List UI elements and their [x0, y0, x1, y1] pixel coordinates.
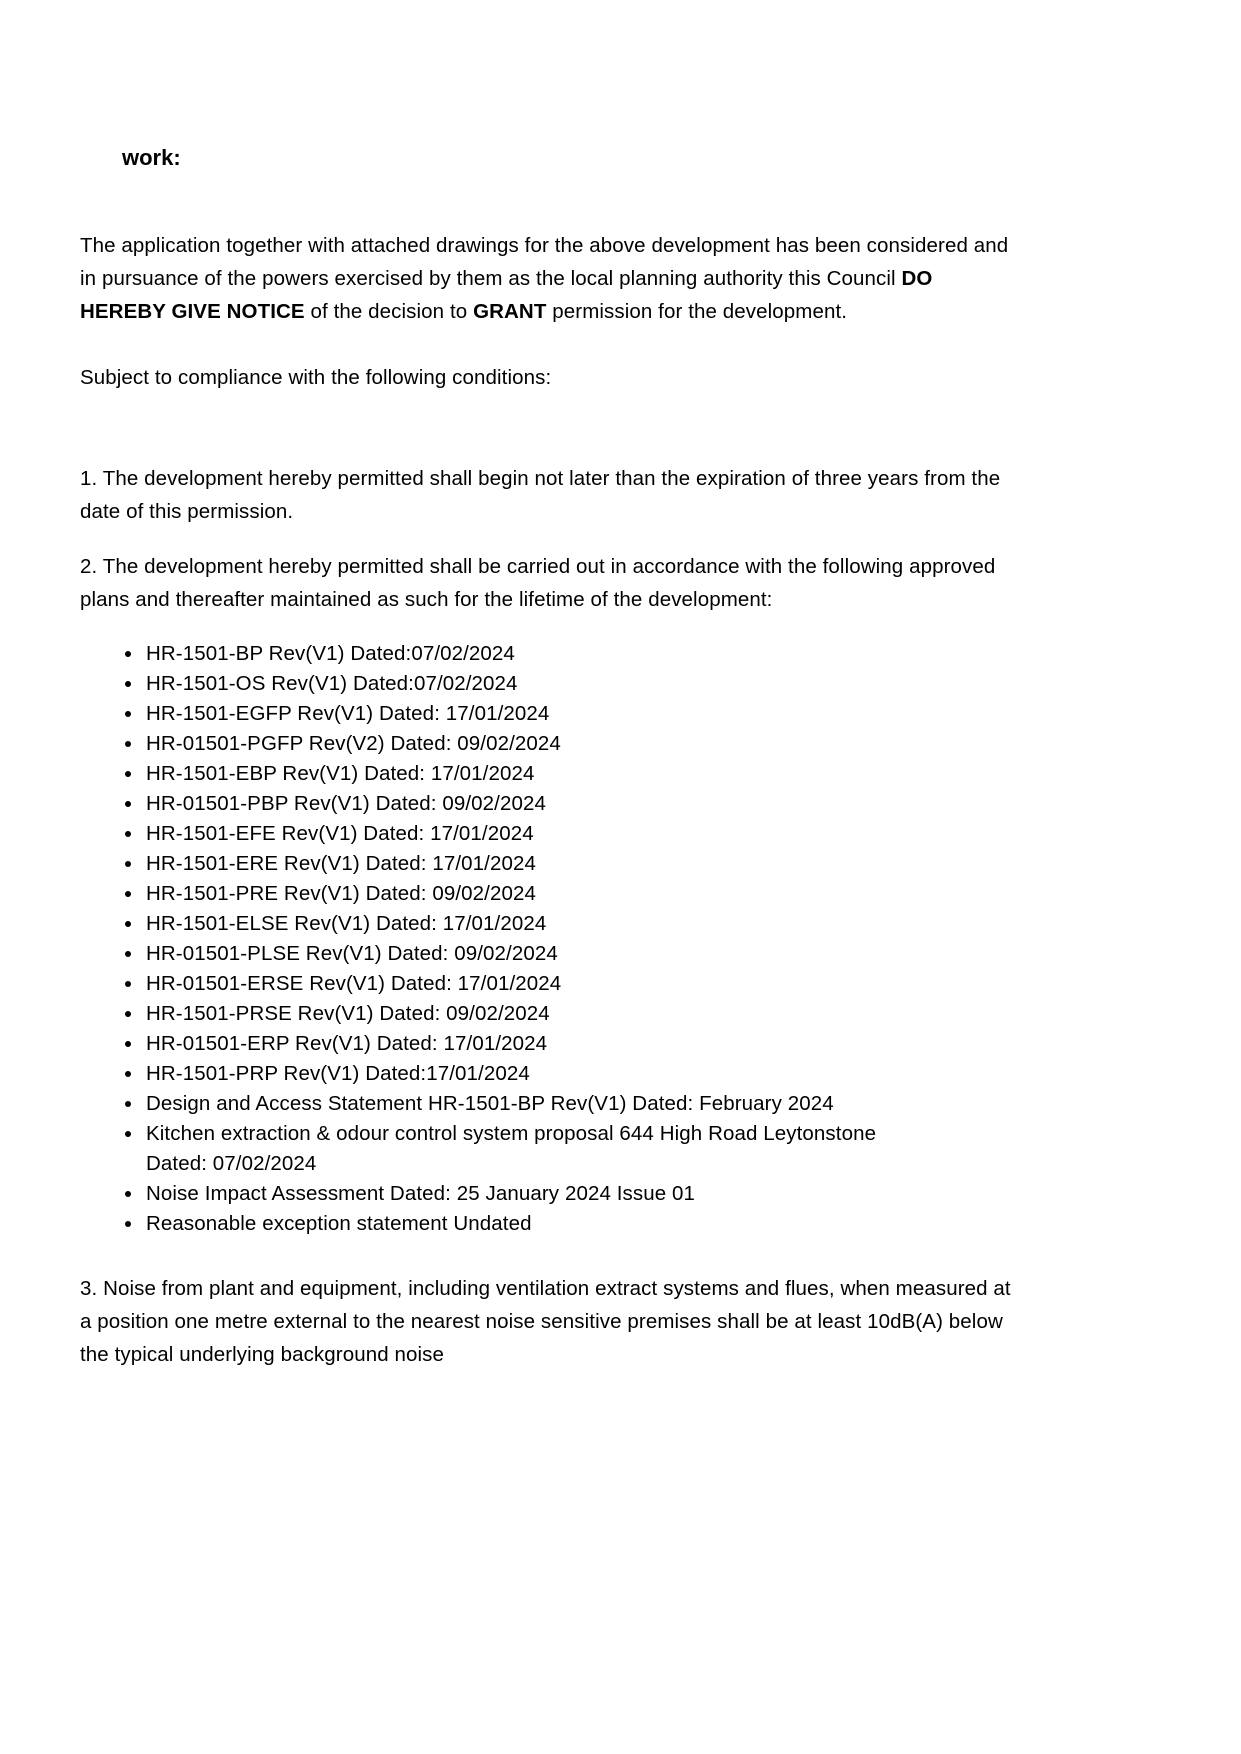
intro-paragraph — [80, 229, 1015, 328]
plan-list-item: • HR-1501-PRSE Rev(V1) Dated: 09/02/2024 — [144, 999, 1020, 1029]
plan-list-item: • Kitchen extraction & odour control system proposal 644 High Road Leytonstone Dated: 07/02/2024 — [144, 1119, 934, 1179]
condition-3-paragraph: 3. Noise from plant and equipment, including ventilation extract systems and flues, when measured at a position one metre external to the nearest noise sensitive premises shall be at least 10dB(A) below the typical underlying background noise — [80, 1277, 1011, 1366]
approved-plans-list — [80, 639, 1020, 1239]
plan-list-item: • HR-01501-ERSE Rev(V1) Dated: 17/01/2024 — [144, 969, 1020, 999]
notice-bold-text: DO HEREBY GIVE NOTICE — [80, 267, 933, 323]
plan-list-item: • HR-1501-PRP Rev(V1) Dated:17/01/2024 — [144, 1059, 1020, 1089]
subject-to-compliance-line: Subject to compliance with the following conditions: — [80, 366, 552, 389]
intro-text-middle: of the decision to — [304, 300, 474, 323]
plan-list-item: • Noise Impact Assessment Dated: 25 January 2024 Issue 01 — [144, 1179, 1020, 1209]
plan-list-item: • Reasonable exception statement Undated — [144, 1209, 1020, 1239]
plan-list-item: • HR-1501-EFE Rev(V1) Dated: 17/01/2024 — [144, 819, 1020, 849]
grant-bold-text: GRANT — [473, 300, 547, 323]
plan-list-item: • HR-01501-ERP Rev(V1) Dated: 17/01/2024 — [144, 1029, 1020, 1059]
plan-list-item: • HR-01501-PGFP Rev(V2) Dated: 09/02/2024 — [144, 729, 1020, 759]
plan-list-item: • HR-1501-ELSE Rev(V1) Dated: 17/01/2024 — [144, 909, 1020, 939]
work-heading: work: — [122, 145, 181, 170]
plan-list-item: • HR-01501-PBP Rev(V1) Dated: 09/02/2024 — [144, 789, 1020, 819]
plan-list-item: • HR-1501-PRE Rev(V1) Dated: 09/02/2024 — [144, 879, 1020, 909]
condition-1-paragraph: 1. The development hereby permitted shall begin not later than the expiration of three years from the date of this permission. — [80, 467, 1001, 523]
plan-list-item: • HR-01501-PLSE Rev(V1) Dated: 09/02/2024 — [144, 939, 1020, 969]
plan-list-item: • Design and Access Statement HR-1501-BP Rev(V1) Dated: February 2024 — [144, 1089, 1020, 1119]
plan-list-item: • HR-1501-ERE Rev(V1) Dated: 17/01/2024 — [144, 849, 1020, 879]
plan-list-item: • HR-1501-EBP Rev(V1) Dated: 17/01/2024 — [144, 759, 1020, 789]
plan-list-item: • HR-1501-EGFP Rev(V1) Dated: 17/01/2024 — [144, 699, 1020, 729]
condition-2-paragraph: 2. The development hereby permitted shall be carried out in accordance with the following approved plans and thereafter maintained as such for the lifetime of the development: — [80, 555, 996, 611]
intro-text-start: The application together with attached drawings for the above development has been considered and in pursuance of the powers exercised by them as the local planning authority this Council — [80, 234, 1009, 290]
plan-list-item: • HR-1501-BP Rev(V1) Dated:07/02/2024 — [144, 639, 1020, 669]
plan-list-item: • HR-1501-OS Rev(V1) Dated:07/02/2024 — [144, 669, 1020, 699]
intro-text-end: permission for the development. — [546, 300, 848, 323]
